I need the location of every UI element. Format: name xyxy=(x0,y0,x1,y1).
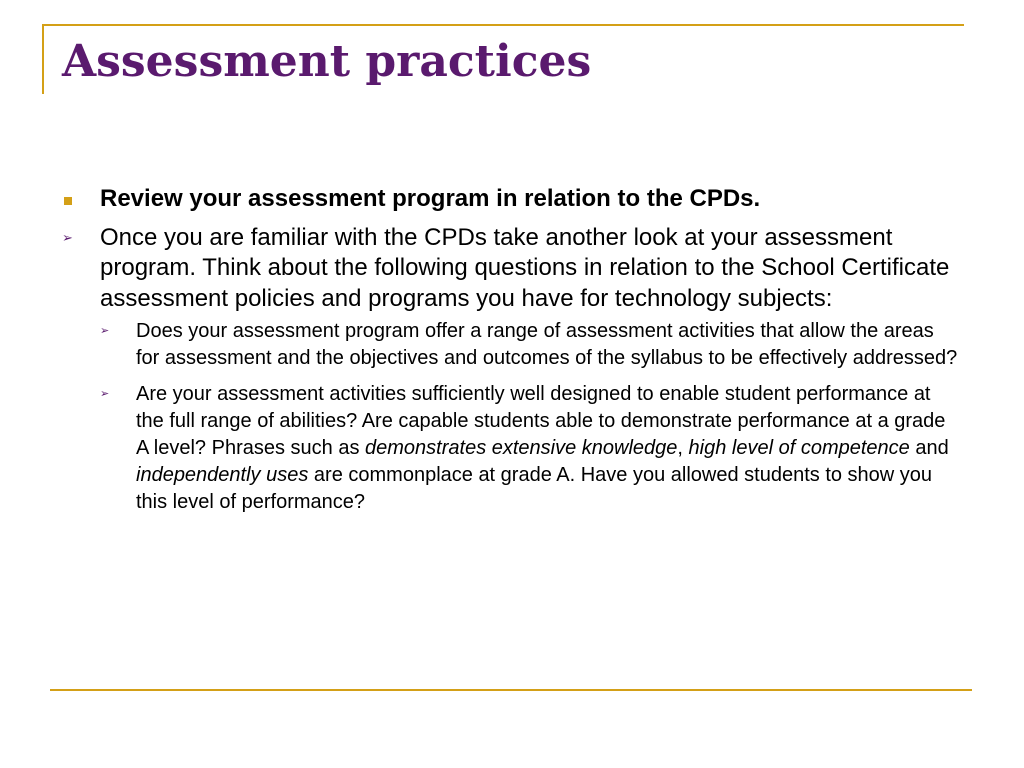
slide-body xyxy=(62,184,962,525)
square-bullet-icon xyxy=(64,197,72,205)
slide-title: Assessment practices xyxy=(62,36,592,87)
left-divider xyxy=(42,24,44,94)
italic-phrase: high level of competence xyxy=(688,437,910,459)
sub-bullet-item xyxy=(100,381,962,516)
arrow-bullet-icon: ➢ xyxy=(62,229,73,245)
text-run: Are your assessment activities sufficiently well designed to enable student performance at the full range of abilities? Are capable students able to demonstrate performance at a grade A level? Phrases such as xyxy=(136,383,946,459)
bullet-text: Review your assessment program in relation to the CPDs. xyxy=(100,185,761,212)
text-run: , xyxy=(677,437,689,459)
bullet-item xyxy=(62,184,962,215)
arrow-bullet-icon: ➢ xyxy=(100,325,110,337)
sub-bullet-item xyxy=(100,318,962,372)
top-divider xyxy=(42,24,964,26)
sub-bullet-text xyxy=(136,383,949,513)
sub-bullet-list xyxy=(100,318,962,516)
text-run: are commonplace at grade A. Have you allowed students to show you this level of performance? xyxy=(136,464,933,513)
bottom-divider xyxy=(50,689,972,691)
italic-phrase: demonstrates extensive knowledge xyxy=(365,437,678,459)
bullet-item xyxy=(62,223,962,315)
italic-phrase: independently uses xyxy=(136,464,309,486)
text-run: and xyxy=(909,437,949,459)
bullet-text: Once you are familiar with the CPDs take another look at your assessment program. Think about the following questions in relation to the School Certificate assessment policies and programs you have for technology subjects: xyxy=(100,223,950,312)
sub-bullet-text: Does your assessment program offer a range of assessment activities that allow the areas for assessment and the objectives and outcomes of the syllabus to be effectively addressed? xyxy=(136,320,958,369)
arrow-bullet-icon: ➢ xyxy=(100,388,110,400)
